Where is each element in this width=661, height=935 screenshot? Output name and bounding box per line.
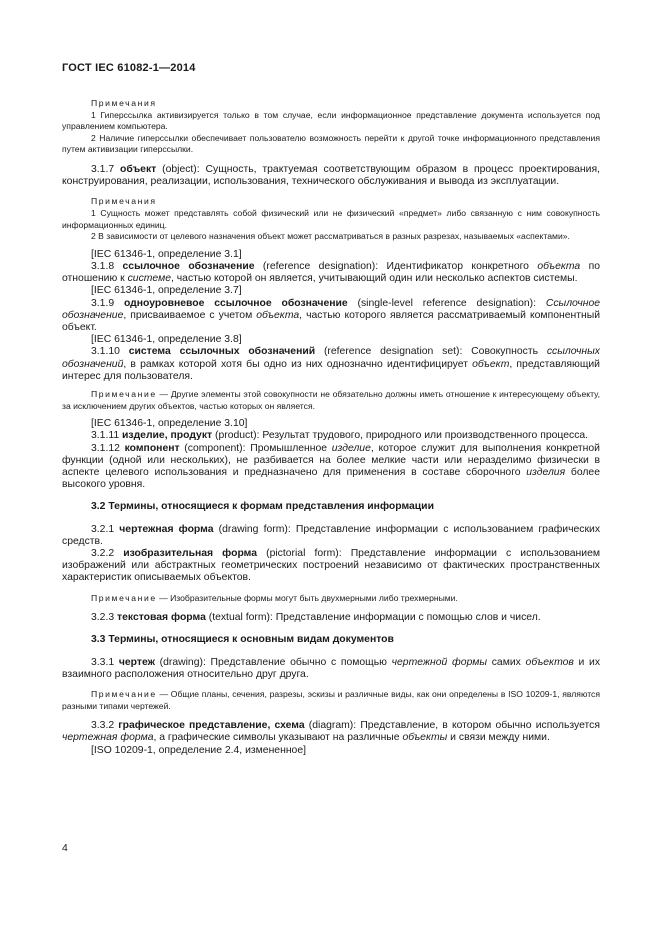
term-3-2-2: 3.2.2 изобразительная форма (pictorial form): Представление информации с использованием изображений или абстрактных геометрических построений независимо от фактических пространственных характеристик описываемых объектов.: [62, 548, 600, 584]
note-heading: Примечания: [91, 196, 157, 207]
term-3-2-1: 3.2.1 чертежная форма (drawing form): Представление информации с использованием графических средств.: [62, 523, 601, 547]
reference-source: [IEC 61346-1, определение 3.8]: [91, 334, 242, 346]
term-3-1-9: 3.1.9 одноуровневое ссылочное обозначение (single-level reference designation): Ссылочное обозначение, присваиваемое с учетом объекта, частью которого является рассматриваемый компонентный объект.: [62, 297, 601, 333]
note-heading: Примечания: [91, 98, 157, 108]
term-3-3-2: 3.3.2 графическое представление, схема (diagram): Представление, в котором обычно используется чертежная форма, а графические символы указывают на различные объекты и связи между ними.: [62, 720, 601, 744]
note-item: 2 В зависимости от целевого назначения объект может рассматриваться в разных разрезах, называемых «аспектами».: [91, 231, 570, 242]
document-body: [62, 92, 600, 757]
reference-source: [IEC 61346-1, определение 3.7]: [91, 285, 242, 297]
reference-source: [ISO 10209-1, определение 2.4, измененное]: [91, 744, 307, 756]
section-heading-3-3: 3.3 Термины, относящиеся к основным видам документов: [91, 634, 394, 646]
term-3-2-3: 3.2.3 текстовая форма (textual form): Представление информации с помощью слов и чисел.: [91, 612, 541, 624]
page-number: 4: [62, 843, 68, 854]
note-single: Примечание — Изобразительные формы могут быть двухмерными либо трехмерными.: [91, 592, 458, 603]
note-item: 1 Гиперссылка активизируется только в том случае, если информационное представление документа используется под управлением компьютера.: [62, 109, 600, 132]
term-3-3-1: 3.3.1 чертеж (drawing): Представление обычно с помощью чертежной формы самих объектов и их взаимного расположения относительно друг друга.: [62, 656, 601, 680]
reference-source: [IEC 61346-1, определение 3.10]: [91, 418, 248, 430]
reference-source: [IEC 61346-1, определение 3.1]: [91, 248, 242, 260]
note-single: Примечание — Другие элементы этой совокупности не обязательно должны иметь отношение к интересующему объекту, за исключением других объектов, частью которых он является.: [62, 388, 600, 411]
note-single: Примечание — Общие планы, сечения, разрезы, эскизы и различные виды, как они определены в ISO 10209-1, являются разными типами чертежей.: [62, 689, 600, 711]
term-3-1-12: 3.1.12 компонент (component): Промышленное изделие, которое служит для выполнения конкретной функции (одной или нескольких), не разбивается на более мелкие части или неразделимо физически в аспекте целевого использования и предназначено для применения в составе сборочного изделия более высокого уровня.: [62, 442, 600, 491]
note-item: 2 Наличие гиперссылки обеспечивает пользователю возможность перейти к другой точке информационного представления путем активизации гиперссылки.: [62, 132, 600, 155]
document-header: ГОСТ IEC 61082-1—2014: [62, 62, 196, 74]
term-3-1-11: 3.1.11 изделие, продукт (product): Результат трудового, природного или производственного процесса.: [91, 430, 589, 442]
note-item: 1 Сущность может представлять собой физический или не физический «предмет» либо связанную с ним совокупность информационных единиц.: [62, 207, 600, 230]
term-3-1-8: 3.1.8 ссылочное обозначение (reference designation): Идентификатор конкретного объекта по отношению к системе, частью которой он является, учитывающий один или несколько аспектов системы.: [62, 260, 601, 285]
term-3-1-7: 3.1.7 объект (object): Сущность, трактуемая соответствующим образом в процесс проектирования, конструирования, реализации, использования, технического обслуживания и вывода из эксплуатации.: [62, 163, 600, 188]
section-heading-3-2: 3.2 Термины, относящиеся к формам представления информации: [91, 501, 434, 513]
term-3-1-10: 3.1.10 система ссылочных обозначений (reference designation set): Совокупность ссылочных обозначений, в рамках которой хотя бы одно из них однозначно идентифицирует объект, представляющий интерес для пользователя.: [62, 346, 600, 382]
